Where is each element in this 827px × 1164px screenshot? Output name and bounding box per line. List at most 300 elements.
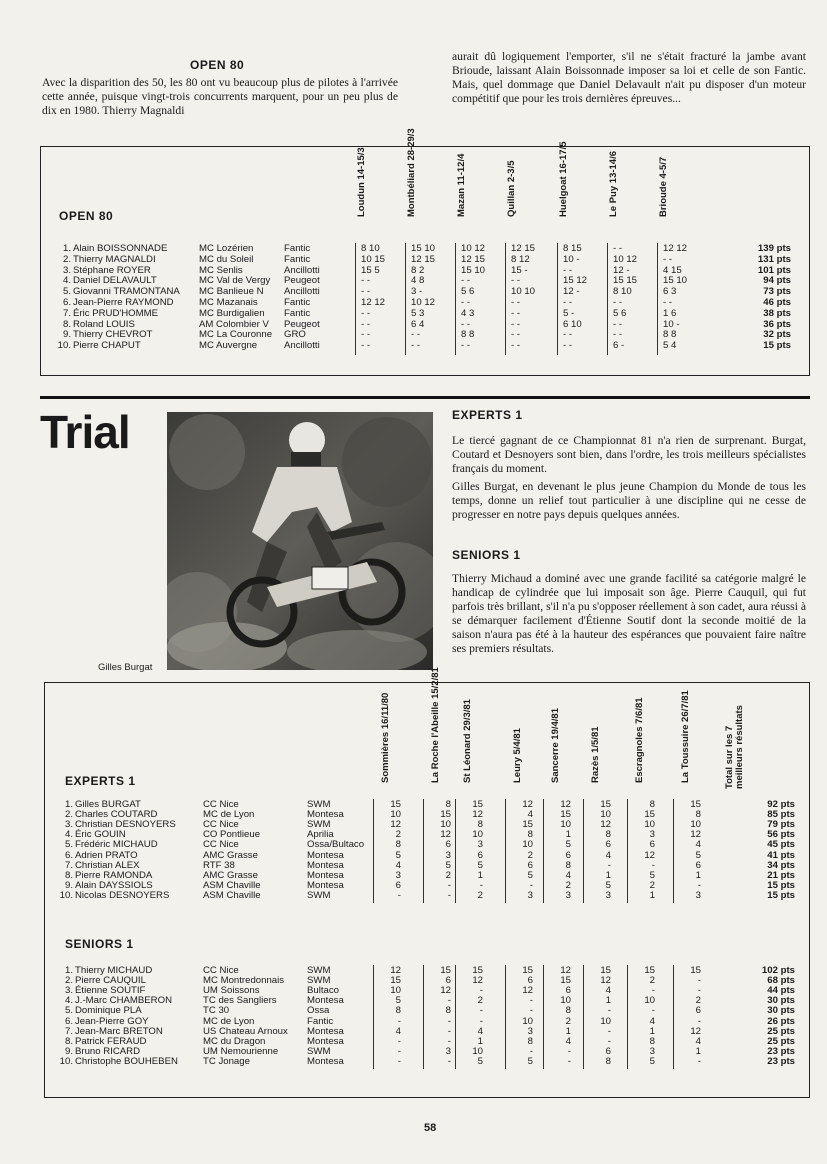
club-name: AMC Grasse	[203, 849, 258, 861]
club-name: MC Lozérien	[199, 243, 254, 254]
open80-table-title: OPEN 80	[59, 209, 114, 223]
score-cell: 2	[477, 889, 483, 901]
rider-name: Étienne SOUTIF	[75, 985, 146, 997]
experts-section-header: EXPERTS 1	[452, 408, 523, 422]
score-cell: 15	[644, 809, 655, 821]
rank: 4.	[62, 275, 71, 287]
score-cell: -	[397, 1035, 401, 1047]
rank: 6.	[64, 849, 73, 861]
club-name: CC Nice	[203, 839, 239, 851]
column-rule	[505, 799, 506, 903]
rider-name: Adrien PRATO	[75, 849, 138, 861]
score-cell: 4	[477, 1025, 483, 1037]
score-cell: 3	[445, 849, 451, 861]
club-name: UM Nemourienne	[203, 1045, 279, 1057]
score-cell: 6	[445, 975, 451, 987]
score-cell: 8	[445, 1005, 451, 1017]
rank: 4.	[64, 995, 73, 1007]
score-cell: 10	[522, 1015, 533, 1027]
rider-name: Pierre RAMONDA	[75, 869, 153, 881]
rider-name: Éric PRUD'HOMME	[73, 307, 158, 319]
score-cell: 6 10	[563, 318, 582, 330]
rider-name: Pierre CAUQUIL	[75, 975, 146, 987]
trial-column-header: Escragnoles 7/6/81	[634, 697, 645, 783]
rider-name: J.-Marc CHAMBERON	[75, 995, 173, 1007]
score-cell: 12	[390, 965, 401, 976]
club-name: TC 30	[203, 1005, 230, 1017]
score-cell: 8	[565, 859, 571, 871]
score-cell: -	[447, 879, 451, 891]
rank: 1.	[64, 965, 73, 976]
score-cell: 15	[600, 965, 611, 976]
column-rule	[355, 243, 356, 355]
open80-table-row	[41, 297, 809, 308]
rank: 10.	[57, 340, 71, 352]
experts-table-title: EXPERTS 1	[65, 774, 136, 788]
trial-results-table	[44, 667, 810, 1098]
trial-column-header: Sancerre 19/4/81	[550, 707, 561, 783]
score-cell: 1	[605, 869, 611, 881]
open80-table-row	[41, 275, 809, 286]
total-points: 45 pts	[767, 839, 795, 851]
score-cell: - -	[563, 264, 573, 276]
rank: 3.	[64, 819, 73, 831]
score-cell: -	[397, 1045, 401, 1057]
rank: 10.	[59, 1055, 73, 1067]
score-cell: - -	[563, 297, 573, 308]
rider-name: Alain BOISSONNADE	[73, 243, 168, 254]
open80-column-header: Quillan 2-3/5	[506, 160, 517, 217]
score-cell: 10	[560, 819, 571, 831]
bike-make: Fantic	[284, 243, 311, 254]
open80-table-row	[41, 340, 809, 351]
bike-make: Peugeot	[284, 318, 320, 330]
score-cell: - -	[511, 329, 521, 341]
page-number: 58	[424, 1122, 437, 1134]
score-cell: -	[529, 1045, 533, 1057]
total-points: 92 pts	[767, 799, 795, 810]
score-cell: 4 3	[461, 307, 475, 319]
rider-name: Giovanni TRAMONTANA	[73, 286, 180, 298]
score-cell: 6	[565, 985, 571, 997]
total-points: 102 pts	[761, 965, 795, 976]
score-cell: 10	[522, 839, 533, 851]
seniors-paragraph: Thierry Michaud a dominé avec une grande facilité sa catégorie malgré le handicap de cylindrée que lui imposait son âge. Pierre Cauquil, qui fut parfois très brillant, s'il n'a pu s'opposer réellement à son cadet, aura réussi à se démarquer facilement d'Étienne Soutif dont la seconde moitié de la saison n'aura pas été à la hauteur des espérances que pouvaient faire naître ses premiers résultats.	[452, 572, 806, 655]
score-cell: 3	[649, 829, 655, 841]
total-points: 139 pts	[757, 243, 791, 254]
rider-name: Nicolas DESNOYERS	[75, 889, 170, 901]
rank: 8.	[64, 869, 73, 881]
club-name: MC Banlieue N	[199, 286, 264, 298]
score-cell: - -	[361, 329, 371, 341]
score-cell: 1	[477, 1035, 483, 1047]
rider-name: Dominique PLA	[75, 1005, 142, 1017]
bike-make: Fantic	[307, 1015, 334, 1027]
score-cell: 6	[565, 849, 571, 861]
score-cell: 10	[644, 819, 655, 831]
club-name: ASM Chaville	[203, 889, 261, 901]
rider-name: Jean-Pierre GOY	[75, 1015, 149, 1027]
open80-column-header: Loudun 14-15/3	[356, 147, 367, 217]
bike-make: GRO	[284, 329, 306, 341]
score-cell: 3	[527, 889, 533, 901]
score-cell: 15	[472, 965, 483, 976]
club-name: CC Nice	[203, 819, 239, 831]
club-name: MC Mazanais	[199, 297, 258, 308]
total-points: 38 pts	[763, 307, 791, 319]
score-cell: 8	[395, 1005, 401, 1017]
trial-title: Trial	[40, 406, 130, 458]
score-cell: -	[479, 879, 483, 891]
score-cell: 15	[522, 819, 533, 831]
total-points: 85 pts	[767, 809, 795, 821]
bike-make: Bultaco	[307, 985, 339, 997]
club-name: CC Nice	[203, 965, 239, 976]
rider-name: Éric GOUIN	[75, 829, 126, 841]
score-cell: 8 2	[411, 264, 425, 276]
score-cell: 2	[565, 1015, 571, 1027]
photo-illustration	[167, 412, 433, 670]
score-cell: 8	[605, 1055, 611, 1067]
club-name: ASM Chaville	[203, 879, 261, 891]
score-cell: 15 10	[461, 264, 486, 276]
score-cell: 12	[600, 975, 611, 987]
score-cell: 5 4	[663, 340, 677, 352]
score-cell: 10	[600, 809, 611, 821]
open80-column-header: Huelgoat 16-17/5	[558, 141, 569, 217]
column-rule	[405, 243, 406, 355]
score-cell: 12	[560, 965, 571, 976]
score-cell: 5	[445, 859, 451, 871]
total-points: 23 pts	[767, 1045, 795, 1057]
score-cell: 12 -	[613, 264, 630, 276]
score-cell: 4	[395, 1025, 401, 1037]
score-cell: 6	[605, 839, 611, 851]
total-points: 73 pts	[763, 286, 791, 298]
rank: 10.	[59, 889, 73, 901]
score-cell: 12 12	[663, 243, 688, 254]
score-cell: -	[447, 1025, 451, 1037]
rider-name: Gilles BURGAT	[75, 799, 141, 810]
bike-make: Ancillotti	[284, 340, 320, 352]
bike-make: SWM	[307, 965, 331, 976]
rank: 2.	[64, 975, 73, 987]
experts-paragraph: Le tiercé gagnant de ce Championnat 81 n'a rien de surprenant. Burgat, Coutard et Desnoyers sont bien, dans l'ordre, les trois meilleurs spécialistes français du moment.	[452, 434, 806, 475]
score-cell: 12	[472, 975, 483, 987]
bike-make: Montesa	[307, 995, 344, 1007]
experts-paragraph-2: Gilles Burgat, en devenant le plus jeune Champion du Monde de tous les temps, donne un relief tout particulier à une discipline qui ne cesse de progresser en notre pays depuis quelques années.	[452, 480, 806, 521]
score-cell: 12 15	[511, 243, 536, 254]
open80-table-row	[41, 243, 809, 254]
rider-name: Thierry CHEVROT	[73, 329, 153, 341]
score-cell: 15	[560, 975, 571, 987]
score-cell: 2	[649, 879, 655, 891]
score-cell: - -	[411, 340, 421, 352]
club-name: MC Val de Vergy	[199, 275, 271, 287]
bike-make: Ossa/Bultaco	[307, 839, 365, 851]
score-cell: -	[397, 1015, 401, 1027]
rider-name: Jean-Marc BRETON	[75, 1025, 163, 1037]
score-cell: 3	[395, 869, 401, 881]
score-cell: 10	[472, 829, 483, 841]
score-cell: 2	[477, 995, 483, 1007]
column-rule	[557, 243, 558, 355]
rank: 2.	[64, 809, 73, 821]
score-cell: 5	[395, 995, 401, 1007]
score-cell: 6	[477, 849, 483, 861]
score-cell: 12	[522, 985, 533, 997]
score-cell: - -	[511, 307, 521, 319]
score-cell: 5	[477, 859, 483, 871]
column-rule	[373, 799, 374, 903]
rider-name: Frédéric MICHAUD	[75, 839, 158, 851]
score-cell: - -	[613, 243, 623, 254]
bike-make: Montesa	[307, 809, 344, 821]
trial-column-header: Sommières 16/11/80	[380, 692, 391, 783]
score-cell: 6 4	[411, 318, 425, 330]
score-cell: 3	[605, 889, 611, 901]
score-cell: 3	[565, 889, 571, 901]
score-cell: 15 5	[361, 264, 380, 276]
score-cell: - -	[613, 329, 623, 341]
score-cell: 6	[527, 975, 533, 987]
score-cell: 12 15	[461, 253, 486, 265]
score-cell: -	[697, 985, 701, 997]
score-cell: - -	[563, 329, 573, 341]
score-cell: 10	[390, 809, 401, 821]
column-rule	[423, 799, 424, 903]
club-name: RTF 38	[203, 859, 235, 871]
total-points: 79 pts	[767, 819, 795, 831]
total-points: 30 pts	[767, 1005, 795, 1017]
score-cell: 10 12	[613, 253, 638, 265]
open80-paragraph-right: aurait dû logiquement l'emporter, s'il ne s'était fracturé la jambe avant Brioude, laissant Alain Boissonnade imposer sa loi et celle de son Fantic. Mais, quel dommage que Daniel Delavault n'ait pu disposer d'un moteur compétitif que pour les trois dernières épreuves...	[452, 50, 806, 105]
rider-name: Alain DAYSSIOLS	[75, 879, 153, 891]
rider-name: Daniel DELAVAULT	[73, 275, 157, 287]
total-points: 30 pts	[767, 995, 795, 1007]
score-cell: - -	[613, 318, 623, 330]
column-rule	[455, 799, 456, 903]
score-cell: 15	[690, 965, 701, 976]
score-cell: -	[397, 889, 401, 901]
rank: 8.	[64, 1035, 73, 1047]
column-rule	[505, 965, 506, 1069]
score-cell: -	[697, 975, 701, 987]
seniors-table-row	[45, 1056, 809, 1067]
score-cell: 8	[445, 799, 451, 810]
column-rule	[607, 243, 608, 355]
score-cell: 10 -	[563, 253, 580, 265]
score-cell: 8	[527, 829, 533, 841]
score-cell: 1	[649, 1025, 655, 1037]
score-cell: -	[447, 1015, 451, 1027]
total-points: 131 pts	[757, 253, 791, 265]
club-name: TC Jonage	[203, 1055, 250, 1067]
column-rule	[455, 965, 456, 1069]
score-cell: 4	[605, 849, 611, 861]
score-cell: 1 6	[663, 307, 677, 319]
score-cell: 8 10	[361, 243, 380, 254]
score-cell: 6 3	[663, 286, 677, 298]
score-cell: 5	[605, 879, 611, 891]
section-divider	[40, 396, 810, 399]
score-cell: - -	[511, 318, 521, 330]
total-points: 25 pts	[767, 1035, 795, 1047]
score-cell: 10	[690, 819, 701, 831]
score-cell: 4 15	[663, 264, 682, 276]
score-cell: 5	[527, 869, 533, 881]
rider-name: Pierre CHAPUT	[73, 340, 141, 352]
column-rule	[373, 965, 374, 1069]
bike-make: Montesa	[307, 879, 344, 891]
score-cell: 4	[565, 1035, 571, 1047]
column-rule	[657, 243, 658, 355]
score-cell: 8	[695, 809, 701, 821]
score-cell: 2	[649, 975, 655, 987]
score-cell: 15	[390, 799, 401, 810]
bike-make: SWM	[307, 1045, 331, 1057]
column-rule	[627, 965, 628, 1069]
total-points: 44 pts	[767, 985, 795, 997]
column-rule	[423, 965, 424, 1069]
score-cell: -	[567, 1055, 571, 1067]
trial-column-header: Leury 5/4/81	[512, 728, 523, 783]
open80-column-header: Montbéliard 28-29/3	[406, 128, 417, 217]
rider-name: Jean-Pierre RAYMOND	[73, 297, 174, 308]
club-name: MC La Couronne	[199, 329, 273, 341]
score-cell: 10 -	[663, 318, 680, 330]
score-cell: - -	[361, 307, 371, 319]
score-cell: 15 10	[663, 275, 688, 287]
rider-name: Thierry MICHAUD	[75, 965, 153, 976]
total-points: 41 pts	[767, 849, 795, 861]
score-cell: 8 10	[613, 286, 632, 298]
score-cell: 10	[440, 819, 451, 831]
club-name: MC du Soleil	[199, 253, 254, 265]
score-cell: -	[479, 985, 483, 997]
rank: 6.	[62, 297, 71, 308]
score-cell: 4	[395, 859, 401, 871]
score-cell: 4	[695, 1035, 701, 1047]
score-cell: 12	[440, 829, 451, 841]
bike-make: Montesa	[307, 849, 344, 861]
rank: 9.	[62, 329, 71, 341]
score-cell: -	[479, 1015, 483, 1027]
score-cell: 12	[600, 819, 611, 831]
score-cell: 15	[560, 809, 571, 821]
rider-name: Roland LOUIS	[73, 318, 135, 330]
score-cell: -	[607, 1005, 611, 1017]
score-cell: -	[651, 859, 655, 871]
total-points: 101 pts	[757, 264, 791, 276]
score-cell: 4	[649, 1015, 655, 1027]
score-cell: -	[447, 1055, 451, 1067]
column-rule	[543, 965, 544, 1069]
bike-make: SWM	[307, 975, 331, 987]
bike-make: Montesa	[307, 1025, 344, 1037]
score-cell: 4 8	[411, 275, 425, 287]
open80-column-header: Brioude 4-5/7	[658, 156, 669, 217]
club-name: MC de Lyon	[203, 1015, 255, 1027]
score-cell: 3 -	[411, 286, 423, 298]
rider-name: Patrick FERAUD	[75, 1035, 147, 1047]
rank: 1.	[64, 799, 73, 810]
score-cell: -	[567, 1045, 571, 1057]
score-cell: 12	[690, 829, 701, 841]
trial-column-header: Razès 1/5/81	[590, 726, 601, 783]
score-cell: 5	[565, 839, 571, 851]
score-cell: 15	[522, 965, 533, 976]
score-cell: 4	[565, 869, 571, 881]
open80-table-row	[41, 308, 809, 319]
rank: 5.	[64, 839, 73, 851]
total-points: 25 pts	[767, 1025, 795, 1037]
score-cell: - -	[461, 297, 471, 308]
score-cell: 8 15	[563, 243, 582, 254]
total-points: 36 pts	[763, 318, 791, 330]
rider-name: Christophe BOUHEBEN	[75, 1055, 178, 1067]
bike-make: Montesa	[307, 1055, 344, 1067]
column-rule	[505, 243, 506, 355]
bike-make: Fantic	[284, 253, 311, 265]
rider-name: Charles COUTARD	[75, 809, 158, 821]
rank: 9.	[64, 1045, 73, 1057]
score-cell: -	[529, 995, 533, 1007]
score-cell: 5 -	[563, 307, 575, 319]
bike-make: Ancillotti	[284, 264, 320, 276]
score-cell: 8	[649, 1035, 655, 1047]
score-cell: 10 12	[411, 297, 436, 308]
score-cell: 15 15	[613, 275, 638, 287]
score-cell: -	[651, 985, 655, 997]
rank: 5.	[62, 286, 71, 298]
column-rule	[627, 799, 628, 903]
score-cell: 1	[565, 829, 571, 841]
score-cell: - -	[361, 318, 371, 330]
score-cell: 6	[649, 839, 655, 851]
score-cell: -	[607, 1035, 611, 1047]
score-cell: - -	[461, 318, 471, 330]
bike-make: Montesa	[307, 859, 344, 871]
open80-table-row	[41, 286, 809, 297]
club-name: AMC Grasse	[203, 869, 258, 881]
score-cell: - -	[563, 340, 573, 352]
rank: 3.	[62, 264, 71, 276]
score-cell: 2	[445, 869, 451, 881]
open80-table-row	[41, 329, 809, 340]
score-cell: -	[479, 1005, 483, 1017]
score-cell: 15 10	[411, 243, 436, 254]
rider-name: Christian ALEX	[75, 859, 140, 871]
score-cell: 6	[527, 859, 533, 871]
score-cell: 5	[395, 849, 401, 861]
bike-make: Ossa	[307, 1005, 330, 1017]
trial-column-header: St Léonard 29/3/81	[462, 699, 473, 783]
score-cell: -	[447, 995, 451, 1007]
club-name: MC Auvergne	[199, 340, 258, 352]
score-cell: 12	[390, 819, 401, 831]
score-cell: 15	[440, 965, 451, 976]
score-cell: 8	[395, 839, 401, 851]
club-name: CC Nice	[203, 799, 239, 810]
score-cell: 8	[649, 799, 655, 810]
bike-make: Montesa	[307, 869, 344, 881]
score-cell: 5 6	[461, 286, 475, 298]
score-cell: 15 12	[563, 275, 588, 287]
total-points: 15 pts	[763, 340, 791, 352]
score-cell: 1	[649, 889, 655, 901]
total-points: 26 pts	[767, 1015, 795, 1027]
